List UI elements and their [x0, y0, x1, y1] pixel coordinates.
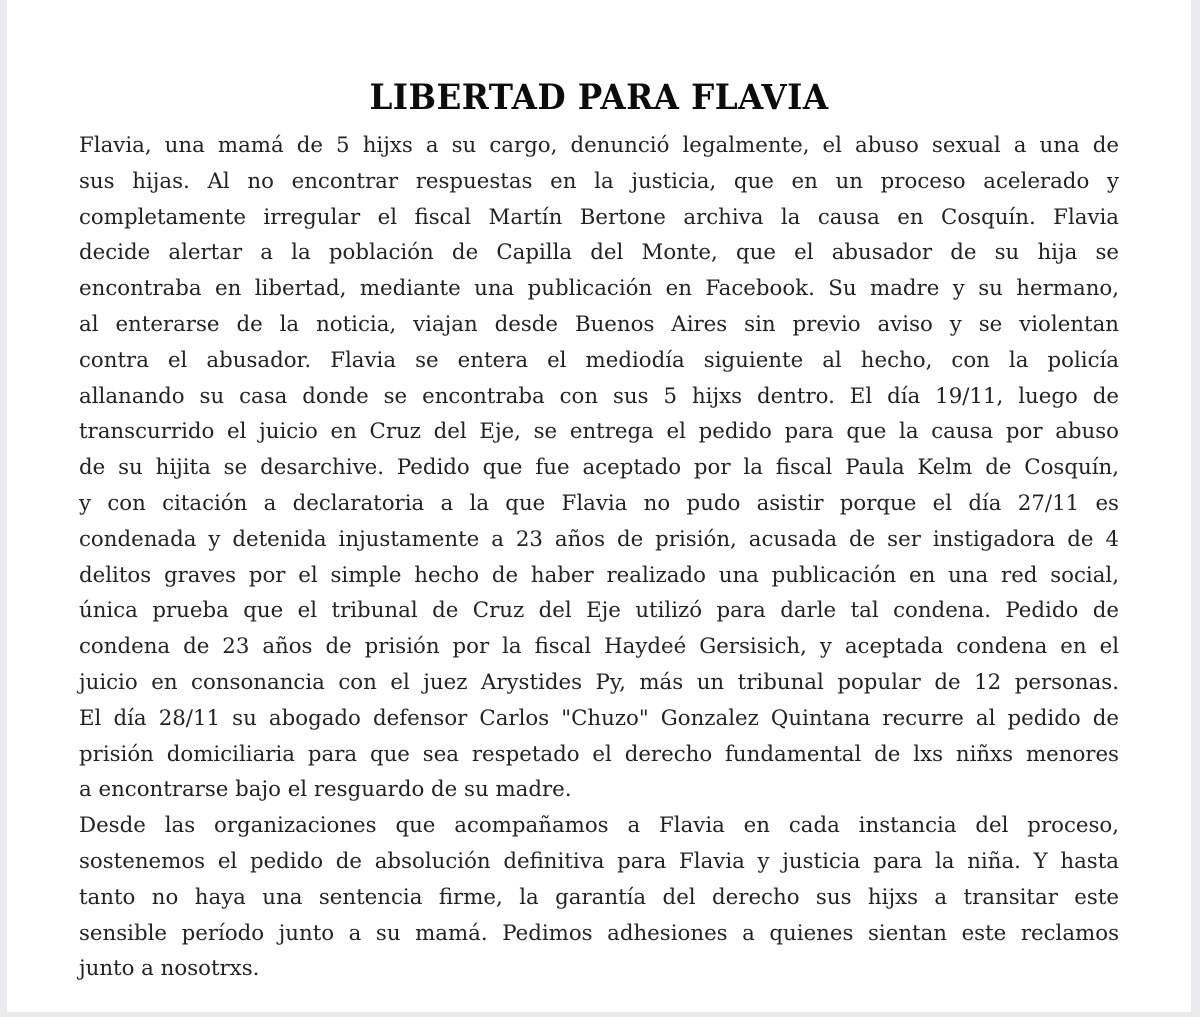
text-line: encontraba en libertad, mediante una publicación en Facebook. Su madre y su hermano, [79, 276, 1119, 302]
text-line: junto a nosotrxs. [79, 956, 260, 982]
text-line: sensible período junto a su mamá. Pedimos adhesiones a quienes sientan este reclamos [79, 920, 1119, 946]
text-line: transcurrido el juicio en Cruz del Eje, se entrega el pedido para que la causa por abuso [79, 419, 1119, 445]
text-line: El día 28/11 su abogado defensor Carlos "Chuzo" Gonzalez Quintana recurre al pedido de [79, 705, 1119, 731]
text-line: sostenemos el pedido de absolución definitiva para Flavia y justicia para la niña. Y hasta [79, 848, 1119, 874]
text-line: prisión domiciliaria para que sea respetado el derecho fundamental de lxs niñxs menores [79, 741, 1119, 767]
text-line: Flavia, una mamá de 5 hijxs a su cargo, denunció legalmente, el abuso sexual a una de [79, 133, 1119, 158]
text-line: y con citación a declaratoria a la que Flavia no pudo asistir porque el día 27/11 es [79, 490, 1119, 516]
document-body [79, 128, 1119, 987]
text-line: sus hijas. Al no encontrar respuestas en la justicia, que en un proceso acelerado y [79, 168, 1119, 194]
text-line: única prueba que el tribunal de Cruz del Eje utilizó para darle tal condena. Pedido de [79, 598, 1119, 624]
text-line: completamente irregular el fiscal Martín Bertone archiva la causa en Cosquín. Flavia [79, 204, 1119, 230]
document-page [7, 0, 1191, 1012]
text-line: condenada y detenida injustamente a 23 años de prisión, acusada de ser instigadora de 4 [79, 526, 1119, 552]
text-line: de su hijita se desarchive. Pedido que fue aceptado por la fiscal Paula Kelm de Cosquín, [79, 455, 1119, 481]
text-line: condena de 23 años de prisión por la fiscal Haydeé Gersisich, y aceptada condena en el [79, 634, 1119, 660]
text-line: contra el abusador. Flavia se entera el mediodía siguiente al hecho, con la policía [79, 347, 1119, 373]
text-line: decide alertar a la población de Capilla del Monte, que el abusador de su hija se [79, 240, 1119, 266]
text-line: a encontrarse bajo el resguardo de su madre. [79, 777, 572, 803]
text-line: al enterarse de la noticia, viajan desde Buenos Aires sin previo aviso y se violentan [79, 311, 1119, 337]
text-line: Desde las organizaciones que acompañamos a Flavia en cada instancia del proceso, [79, 813, 1119, 839]
document-title: LIBERTAD PARA FLAVIA [369, 77, 829, 119]
paragraph-1 [79, 128, 1119, 808]
text-line: tanto no haya una sentencia firme, la garantía del derecho sus hijxs a transitar este [79, 884, 1119, 910]
text-line: allanando su casa donde se encontraba con sus 5 hijxs dentro. El día 19/11, luego de [79, 383, 1119, 409]
text-line: juicio en consonancia con el juez Arystides Py, más un tribunal popular de 12 personas. [79, 669, 1119, 695]
paragraph-2 [79, 808, 1119, 987]
text-line: delitos graves por el simple hecho de haber realizado una publicación en una red social, [79, 562, 1119, 588]
